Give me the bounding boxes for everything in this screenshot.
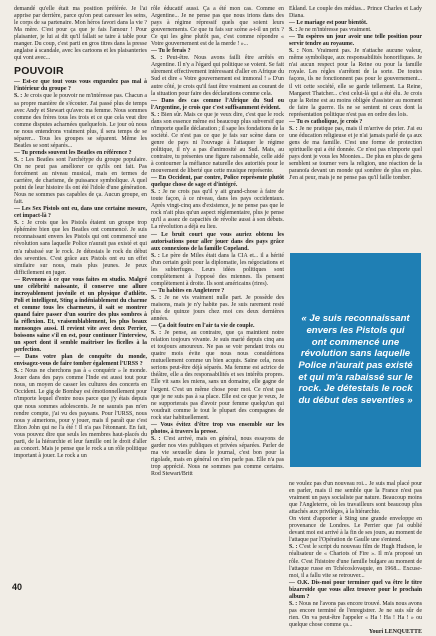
question: — O.K. Dis-moi pour terminer quel va être le titre bizarroïde que vous allez trouver pour le prochain album ?: [289, 579, 422, 600]
question: — Le bruit court que vous auriez obtenu les autorisations pour aller jouer dans des pays grâce aux connexions de la famille Copeland.: [151, 231, 284, 252]
answer: Je pense, au contraire, que ça maintient notre relation toujours vivante. Je suis marié depuis cinq ans et toujours amoureux. Ne pas se voir pendant trois ou quatre mois évite que nous nous considérions mutuellement comme un bien acquis. Saine cela, nous serions peut-être déjà séparés. Ma femme est actrice de théâtre, elle a des responsabilités et ses intérêts propres. Elle vit sans les miens, sans un domaine, elle gagne de l'argent. C'est un même chose pour moi. Ce n'est pas que je ne suis pas à sa place. Elle est ce que je veux, Je ne supporterais pas d'avoir pour femme quelqu'un qui voudrait comme le tout le plupart des compagnes de rock star habituellement.: [151, 330, 284, 421]
speaker-label: S. :: [151, 55, 163, 62]
question: — Tu prends souvent les Beatles en référence ?: [14, 149, 132, 156]
question: — Ça doit foutre en l'air ta vie de couple.: [151, 323, 255, 330]
paragraph: [151, 98, 284, 176]
paragraph: [289, 544, 422, 579]
paragraph: [151, 323, 284, 422]
paragraph: [151, 175, 284, 231]
paragraph: [289, 20, 422, 34]
pull-quote-text: « Je suis reconnaissant envers les Pistols qui ont commencé une révolution sans laquelle Police n'aurait pas existé et qui m'a rabaissé sur le rock. Je détestais le rock du début des seventies »: [298, 313, 413, 407]
speaker-label: S. :: [289, 27, 298, 34]
question: — Est-ce que tout vous vous engueulez pas mal à l'intérieur du groupe ?: [14, 79, 147, 93]
speaker-label: S. :: [14, 156, 24, 163]
page-number: 40: [12, 582, 23, 592]
question: — Les Sex Pistols ont eu, dans une certaine mesure, cet impact-là ?: [14, 206, 147, 220]
paragraph: demandé qu'elle était ma position préférée. Je l'ai apprise par derrière, parce qu'on peut caresser les seins, le corps de sa partenaire. Mon héros favori dans la vie ? Ma mère. C'est pour ça que je fais l'amour ! Pour plaisanter, je lui ai dit qu'il fallait se taire à table pour manger. Du coup, c'est parti en gros titres dans la presse anglaise à scandale, avec les cartoons et les plaisanteries qui vont avec...: [14, 6, 147, 62]
answer: Je ne m'intéresse pas vraiment.: [297, 27, 372, 34]
answer: Je crois que le pouvoir ne m'intéresse pas. Chacun a sa propre manière de s'écouter. J'ai passé plus de temps avec Andy et Stewart qu'avec ma femme. Nous sommes comme des frères tous les trois et ce que cela veut dire comme disputes acharnées quelquefois. Le jour où nous ne nous entendrons vraiment plus, il sera temps de se séparer... Tous les groupes se séparent. Même les Beatles se sont séparés...: [14, 93, 147, 149]
speaker-label: S. :: [289, 48, 299, 55]
answer: Je ne pratique pas, mais il m'arrive de prier. J'ai eu une éducation religieuse et je n'ai jamais parlé de ça aux gens de ma famille. C'est une forme de protection spirituelle qui a été donnée. Ce n'est pas n'importe quel pays dont je vous les Moonies... De plus en plus de gens semblent se tourner vers la religion, une réaction de la paranoïa devant un monde qui sombre de plus en plus. J'en ai peur, mais je ne pense pas qu'il faille tomber.: [289, 125, 423, 182]
speaker-label: S. :: [151, 435, 161, 442]
article-column-3-bottom: [289, 481, 423, 635]
question: — Tu le ferais ?: [151, 48, 191, 55]
paragraph: [14, 277, 147, 355]
answer: C'est le script du nouveau film de Hugh Hudson, le réalisateur de « Chariots of Fire ». Il m'a proposé un rôle. C'est l'histoire d'une famille bulgare au moment de l'attaque russe en Tchécoslovaquie, en 1968... Excuse-moi, il a fallu vite se retrouver...: [289, 544, 423, 579]
paragraph: [289, 580, 422, 629]
question: — Revenons à ce que vous faites en studio. Malgré une célébrité naissante, il conserve une allure incroyablement juvénile et un physique d'athlète. Poli et intelligent, Sting a indéniablement du charme et comme tous les charmeurs, il sait se montrer quand faire passer d'un sourire des plus sombres à la réflexion. Et, vraisemblablement, les plus beaux mensonges aussi. Il revient vite avec deux Perrier, boissons saine s'il en est, pour continuer l'interview, un sport dont il semble maîtriser les ficelles à la perfection.: [14, 276, 147, 354]
article-column-2: [151, 6, 284, 586]
paragraph: [14, 150, 147, 206]
paragraph: rôle éducatif aussi. Ça a été mon cas. Comme en Argentine... Je ne pense pas que nous irions dans des pays à régime répressif quels que soient leurs gouvernements. Ce que tu fais sur scène a-t-il un prix ? Ce qui les gêne plutôt pas, c'est comme répondre « Votre gouvernement est de la merde ! »...: [151, 6, 284, 48]
speaker-label: S. :: [151, 294, 162, 301]
paragraph: [289, 34, 422, 119]
speaker-label: S. :: [289, 125, 298, 132]
question: — Dans votre plan de conquête du monde, envisagez-vous de faire tomber également l'URSS ?: [14, 354, 147, 368]
paragraph: [151, 288, 284, 323]
answer: Je ne crois pas qu'il y ait grand-chose à faire de toute façon, à ce niveau, dans les pays occidentaux. Après vingt-cinq ans d'existence, je ne pense pas que le rock n'ait plus qu'un aspect réglementaire, plus je pense qu'il a assez de capacités de révolte aussi à son débuts. La révolution a déjà eu lieu.: [151, 189, 284, 231]
paragraph: [289, 119, 422, 182]
question: — Tu es catholique, je crois ?: [289, 118, 363, 125]
paragraph: Ekland. Le couple des médias... Prince Charles et Lady Diana.: [289, 6, 422, 20]
answer: Le père de Miles était dans la CIA et... il a hérité d'un certain goût pour la diplomatie, les négociations et les subterfuges. Leurs idées politiques sont complètement à l'opposé des miennes. Ils pensent complètement à droite. Ils sont américains (rires).: [151, 252, 284, 287]
answer: Nous ne l'avons pas encore trouvé. Mais nous avons pas encore terminé de l'enregistrer. Je ne suis sûr de rien. On va peut-être l'appeler « Ha ! Ha ! Ha ! » ou quelque chose comme ça...: [289, 600, 422, 628]
answer: Non. Vraiment pas. Je n'attache aucune valeur, même symbolique, aux responsabilités honorifiques. Je n'ai aucun respect pour la Reine ou pour la famille royale. Les règles s'arrêtent de la sorte. De toutes façons, ils ne fonctionnent pas pour le gouvernement... il vit cette société, elle se garde tellement. La Reine, Margaret Thatcher... c'est celui-là qui a été élu. Je crois que la Reine est au moins obligée d'assister au moment de faire la guerre. Ils ne se sentent ni ceux dont la représentation politique n'est pas en ordre des lois.: [289, 48, 423, 118]
paragraph: [151, 48, 284, 97]
speaker-label: S. :: [289, 600, 298, 607]
article-column-3-top: [289, 6, 422, 248]
question: — Vous évitez d'être trop vus ensemble sur les photos, à travers la presse.: [151, 421, 284, 435]
answer: Peut-être. Nous avons failli être arrêtés en Argentine. Il n'y a l'égard qui politique se voient. Se fait sûrement effectivement intéressant d'aller en Afrique du Sud et dire « Votre gouvernement est immoral ! » D'un autre côté, je crois qu'il faut être vraiment au courant de la situation pour faire des déclarations comme cela.: [151, 55, 284, 97]
answer: Je crois que les Pistols étaient un groupe trop éphémère bien que les Beatles ont commencé. Je suis reconnaissant envers les Pistols qui ont commencé une révolution sans laquelle Police n'aurait pas existé et qui m'a rabaissé sur le rock. Je détestais le rock du début des seventies. C'est grâce aux Pistols ont eu un effet similaire sur nous, mais plus jeunes. Je peux difficilement en juger.: [14, 220, 148, 276]
speaker-label: S. :: [151, 111, 160, 118]
paragraph: [14, 354, 147, 460]
section-heading: POUVOIR: [14, 65, 64, 78]
pull-quote-box: [290, 253, 421, 467]
answer: Les Beatles sont l'archétype du groupe populaire. On ne peut pas améliorer ce qu'ils ont fait. Pas forcément au niveau musical, mais en termes de carrière, de charisme, de puissance symbolique. A quel point de leur histoire ils ont été l'idole d'une génération. Nous ne sommes pas capables de ça. Aucun groupe, en fait.: [14, 156, 147, 206]
article-column-1: [14, 6, 147, 586]
question: — Tu espères un jour avoir une telle position pour servir tendre au royaume.: [289, 34, 422, 48]
speaker-label: S. :: [14, 220, 24, 227]
speaker-label: S. :: [14, 368, 23, 375]
speaker-label: S. :: [151, 330, 162, 337]
answer: Nous ne cherchons pas à « conquérir » le monde. Jouer dans des pays comme l'Inde est aussi tout pour nous, un moyen de casser les cultures des concerts en Occident. Le gig de Bombay est émotionnellement pour n'importe lequel d'entre nous parce que j'y étais depuis que nous sommes adolescents. Je ne saurais pas m'en rendre compte, j'ai vu des paysans. Pour l'URSS, nous nous y aimerions, pour y jouer, mais il paraît que c'est Elton John qui ne l'a été ! Il n'a pas l'étonnant. En fait, vous pouvez dire que seuls les membres haut-placés du parti, de la hiérarchie et leur famille ont le droit d'aller au concert. Mais je pense que le rock a un rôle politique important à jouer. Le rock a un: [14, 368, 147, 459]
speaker-label: S. :: [151, 189, 161, 196]
paragraph: [151, 232, 284, 288]
author-signature: Youri LENQUETTE: [368, 628, 422, 635]
paragraph: [151, 422, 284, 478]
speaker-label: S. :: [289, 544, 298, 551]
speaker-label: S. :: [14, 93, 23, 100]
speaker-label: S. :: [151, 252, 160, 259]
question: — En Occident, par contre, Police représente plutôt quelque chose de sage et d'intégré.: [151, 175, 284, 189]
answer: C'est arrivé, mais en général, nous essayons de garder nos vies publiques et privées séparées. Parler de ma vie sexuelle dans le journal, c'est bon pour la rigolade, mais en général on n'en parle pas. Elle n'a pas trop apprécié. Nous ne sommes pas comme certains. Rod Stewart/Britt: [151, 435, 284, 478]
answer: Je ne vis vraiment nulle part. Je possède des maisons, mais je n'y habite pas. Je suis rarement resté plus de quinze jours chez moi ces deux dernières années.: [151, 294, 284, 323]
paragraph: ne voulez pas d'un nouveau roi... Je suis mal placé pour en parler, mais il me semble que la France n'est pas vraiment un pays socialiste par nature. Beaucoup moins que l'Angleterre, où les travailleurs sont beaucoup plus attachés aux privilèges, à la hiérarchie.: [289, 481, 422, 516]
paragraph: [14, 79, 147, 149]
question: — Tu habites en Angleterre ?: [151, 287, 225, 294]
question: — Dans des cas comme l'Afrique du Sud ou l'Argentine, je crois que c'est suffisamment évident.: [151, 97, 284, 111]
paragraph: On vient d'apporter à Sting une grande enveloppe en provenance de Londres. Le Perrier que j'ai oublié devant moi est arrivé à la fin de ses jours, au moment de l'attaque par l'Opération de Gaulle une s'entend.: [289, 516, 422, 544]
question: — Le mariage est pour bientôt.: [289, 20, 368, 27]
paragraph: [14, 206, 147, 276]
answer: Bien sûr. Mais ce que je veux dire, c'est que le rock dans son essence même est beaucoup plus subversif que n'importe quelle déclaration ; il sape les fondations de la société. Ce n'est pas ce que je fais sur scène dans ce genre de pays ni l'ouvrage à l'attaquer le régime politique, il n'y a pas d'animosité au Sud. Mais, au contraire, tu présentes une figure raisonnable, celle aidé à contourner la méfiance naturelle des autorités pour le mouvement de liberté que cette musique représente.: [151, 111, 285, 175]
